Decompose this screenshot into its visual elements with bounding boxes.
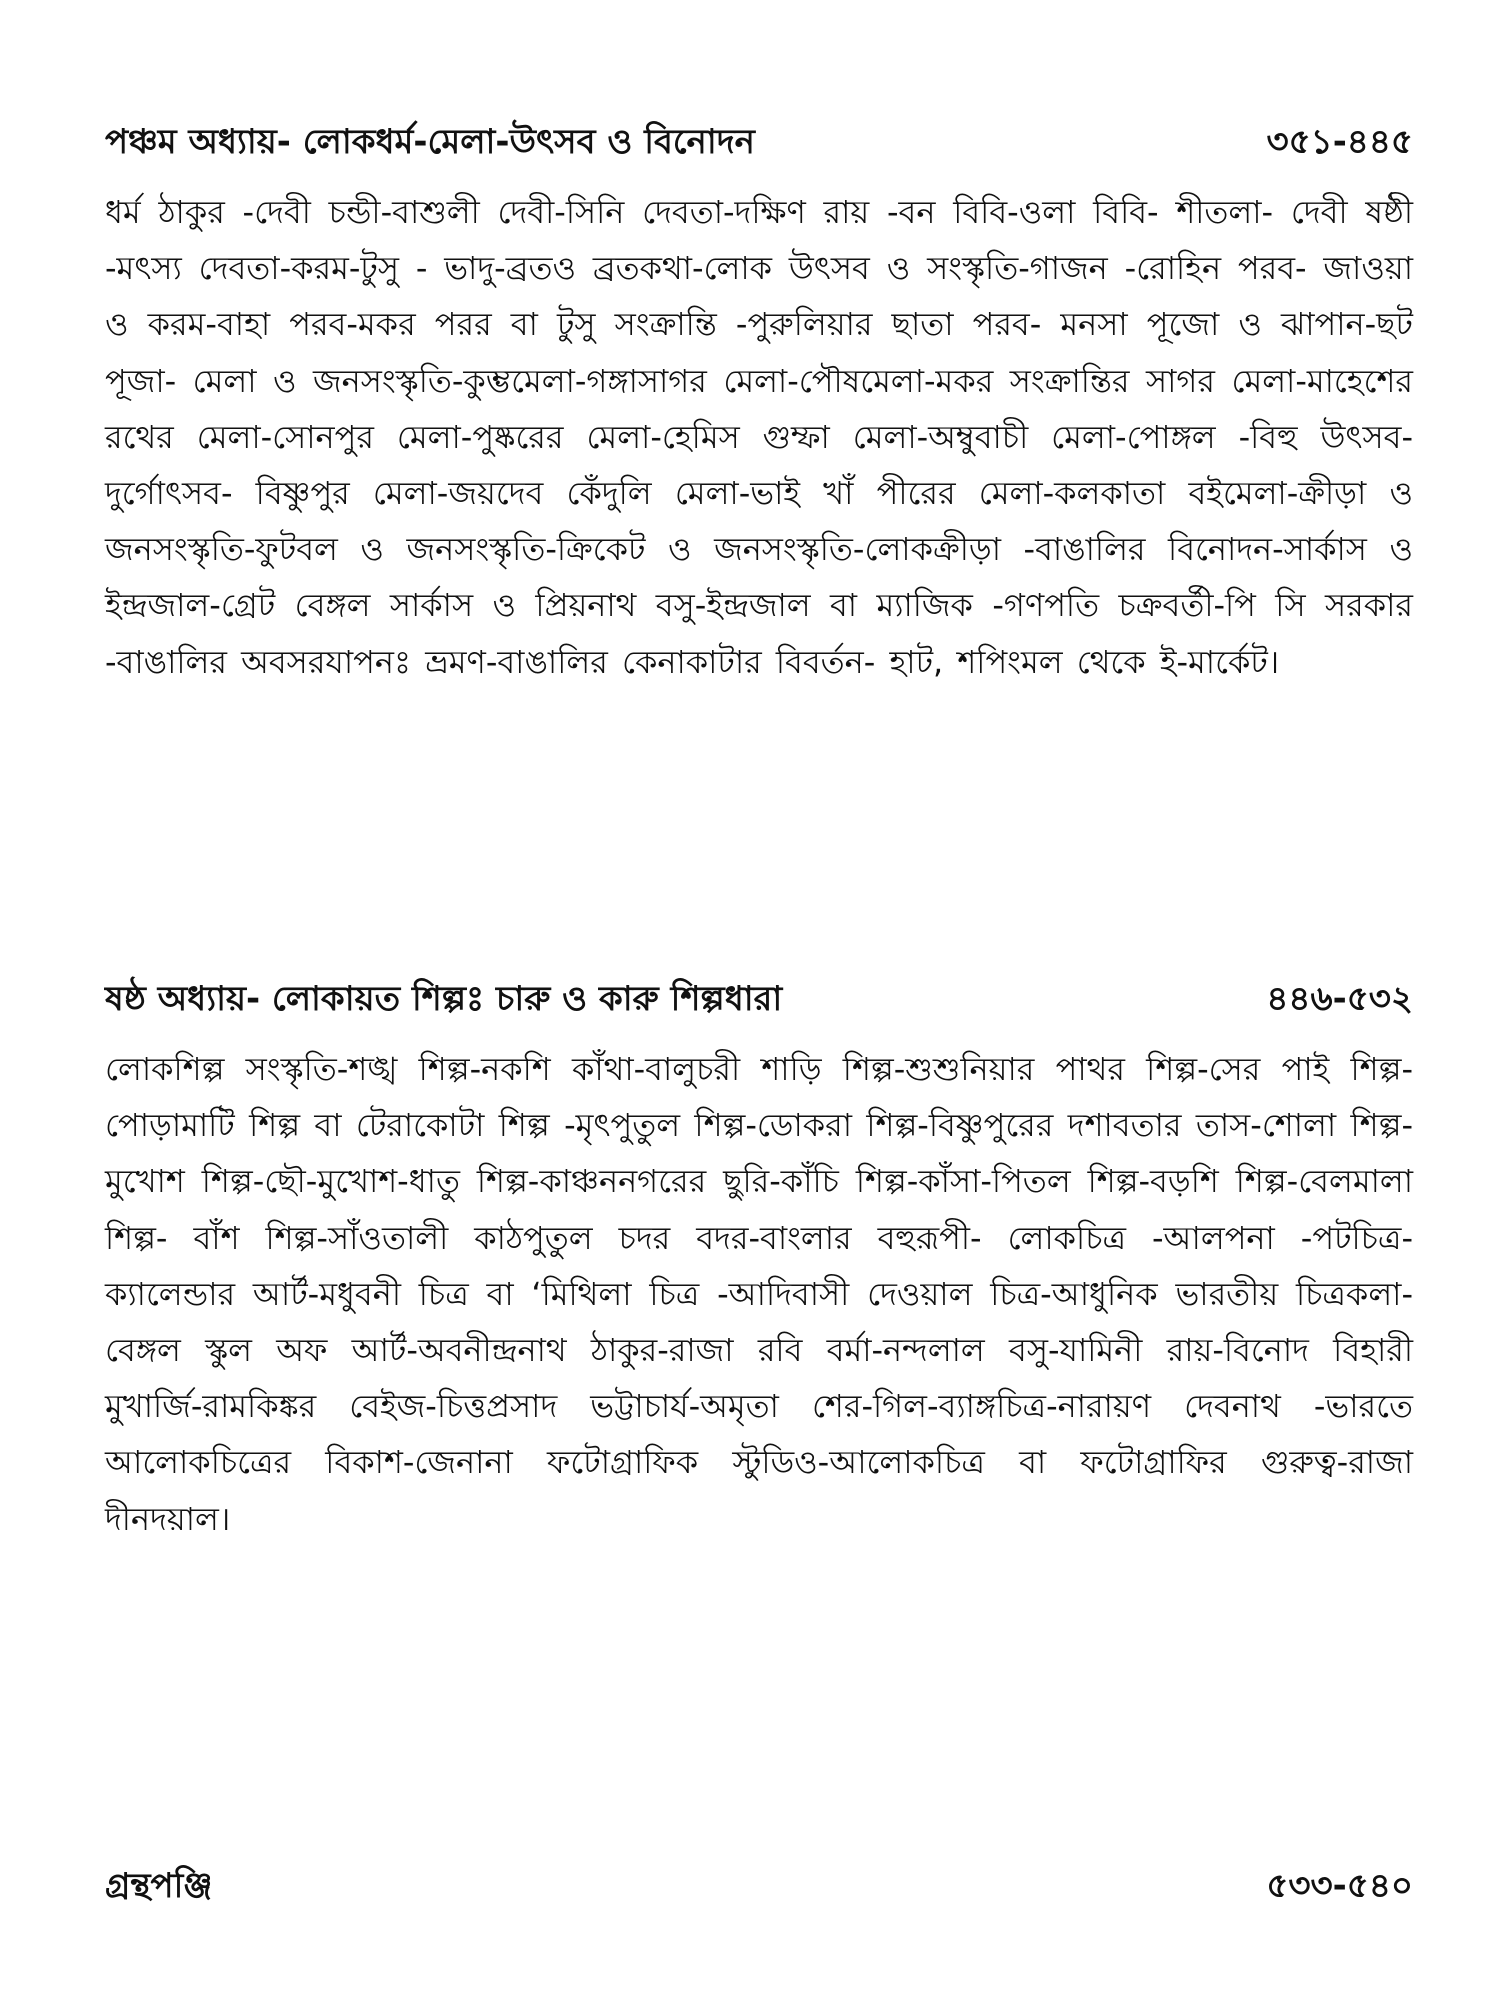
chapter-6-title: ষষ্ঠ অধ্যায়- লোকায়ত শিল্পঃ চারু ও কারু শিল্পধারা [105, 979, 783, 1019]
bibliography-heading [105, 1862, 1413, 1910]
bibliography-title: গ্রন্থপঞ্জি [105, 1866, 213, 1906]
chapter-6-topics: লোকশিল্প সংস্কৃতি-শঙ্খ শিল্প-নকশি কাঁথা-বালুচরী শাড়ি শিল্প-শুশুনিয়ার পাথর শিল্প-সের পাই শিল্প-পোড়ামাটি শিল্প বা টেরাকোটা শিল্প -মৃৎপুতুল শিল্প-ডোকরা শিল্প-বিষ্ণুপুরের দশাবতার তাস-শোলা শিল্প-মুখোশ শিল্প-ছৌ-মুখোশ-ধাতু শিল্প-কাঞ্চননগরের ছুরি-কাঁচি শিল্প-কাঁসা-পিতল শিল্প-বড়শি শিল্প-বেলমালা শিল্প- বাঁশ শিল্প-সাঁওতালী কাঠপুতুল চদর বদর-বাংলার বহুরূপী- লোকচিত্র -আলপনা -পটচিত্র-ক্যালেন্ডার আর্ট-মধুবনী চিত্র বা ‘মিথিলা চিত্র -আদিবাসী দেওয়াল চিত্র-আধুনিক ভারতীয় চিত্রকলা-বেঙ্গল স্কুল অফ আর্ট-অবনীন্দ্রনাথ ঠাকুর-রাজা রবি বর্মা-নন্দলাল বসু-যামিনী রায়-বিনোদ বিহারী মুখার্জি-রামকিঙ্কর বেইজ-চিত্তপ্রসাদ ভট্টাচার্য-অমৃতা শের-গিল-ব্যাঙ্গচিত্র-নারায়ণ দেবনাথ -ভারতে আলোকচিত্রের বিকাশ-জেনানা ফটোগ্রাফিক স্টুডিও-আলোকচিত্র বা ফটোগ্রাফির গুরুত্ব-রাজা দীনদয়াল। [105, 1050, 1413, 1538]
chapter-5-page-range: ৩৫১-৪৪৫ [1266, 122, 1413, 162]
chapter-6-heading [105, 975, 1413, 1023]
chapter-5-topics: ধর্ম ঠাকুর -দেবী চন্ডী-বাশুলী দেবী-সিনি দেবতা-দক্ষিণ রায় -বন বিবি-ওলা বিবি- শীতলা- দেবী ষষ্ঠী -মৎস্য দেবতা-করম-টুসু - ভাদু-ব্রতও ব্রতকথা-লোক উৎসব ও সংস্কৃতি-গাজন -রোহিন পরব- জাওয়া ও করম-বাহা পরব-মকর পরর বা টুসু সংক্রান্তি -পুরুলিয়ার ছাতা পরব- মনসা পূজো ও ঝাপান-ছট পূজা- মেলা ও জনসংস্কৃতি-কুম্ভমেলা-গঙ্গাসাগর মেলা-পৌষমেলা-মকর সংক্রান্তির সাগর মেলা-মাহেশের রথের মেলা-সোনপুর মেলা-পুষ্করের মেলা-হেমিস গুম্ফা মেলা-অম্বুবাচী মেলা-পোঙ্গল -বিহু উৎসব-দুর্গোৎসব- বিষ্ণুপুর মেলা-জয়দেব কেঁদুলি মেলা-ভাই খাঁ পীরের মেলা-কলকাতা বইমেলা-ক্রীড়া ও জনসংস্কৃতি-ফুটবল ও জনসংস্কৃতি-ক্রিকেট ও জনসংস্কৃতি-লোকক্রীড়া -বাঙালির বিনোদন-সার্কাস ও ইন্দ্রজাল-গ্রেট বেঙ্গল সার্কাস ও প্রিয়নাথ বসু-ইন্দ্রজাল বা ম্যাজিক -গণপতি চক্রবর্তী-পি সি সরকার -বাঙালির অবসরযাপনঃ ভ্রমণ-বাঙালির কেনাকাটার বিবর্তন- হাট, শপিংমল থেকে ই-মার্কেট। [105, 193, 1413, 681]
chapter-5-heading [105, 118, 1413, 166]
chapter-6-entry [105, 975, 1413, 1547]
bibliography-entry [105, 1862, 1413, 1910]
bibliography-page-range: ৫৩৩-৫৪০ [1266, 1866, 1413, 1906]
chapter-5-entry [105, 118, 1413, 690]
chapter-6-page-range: ৪৪৬-৫৩২ [1266, 979, 1413, 1019]
chapter-5-title: পঞ্চম অধ্যায়- লোকধর্ম-মেলা-উৎসব ও বিনোদন [105, 122, 755, 162]
